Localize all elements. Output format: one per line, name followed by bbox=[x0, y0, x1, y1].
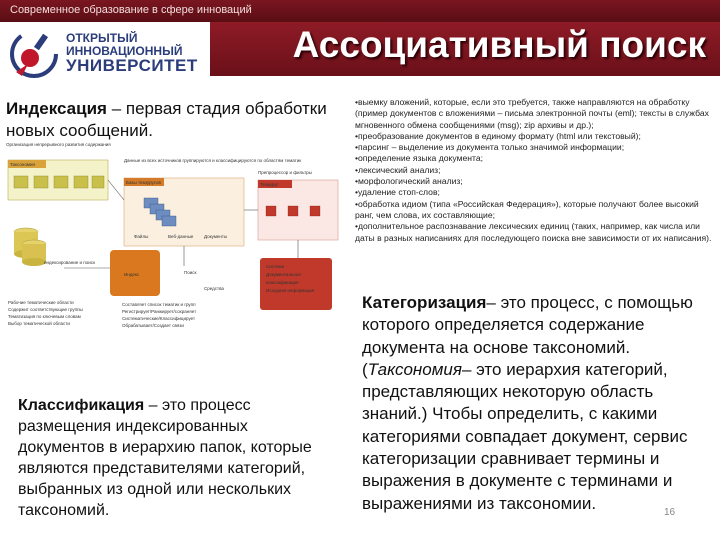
list-item: •морфологический анализ; bbox=[355, 176, 463, 187]
slide-title: Ассоциативный поиск bbox=[292, 24, 706, 65]
bottom-note: Составляет список тематик и групп bbox=[122, 302, 196, 307]
output-label-2: Документальная bbox=[266, 272, 301, 277]
output-label-3: классификация bbox=[266, 280, 299, 285]
categorization-description-1: – это процесс, с помощью которого определяется содержание документа на основе таксономий. ( bbox=[362, 293, 693, 379]
university-logo bbox=[8, 26, 208, 86]
tools-label: Средства bbox=[204, 286, 224, 291]
wordnet-label: Базы тезаурусов bbox=[126, 180, 161, 185]
left-notes bbox=[8, 300, 83, 326]
web-label: Веб-данные bbox=[168, 234, 194, 239]
search-label: Поиск bbox=[184, 270, 197, 275]
bottom-note: Систематические/Классифицирует bbox=[122, 316, 196, 321]
diagram-label-data: Данные из всех источников группируются и классифицируются по областям тематик bbox=[124, 158, 302, 163]
taxonomy-term: Таксономия bbox=[367, 359, 462, 379]
list-item: •парсинг – выделение из документа только значимой информации; bbox=[355, 142, 625, 153]
logo-line-1: ОТКРЫТЫЙ bbox=[66, 31, 138, 45]
left-note: Рабочие тематические области bbox=[8, 300, 74, 305]
docs-label: Документы bbox=[204, 234, 228, 239]
title-banner bbox=[210, 22, 720, 76]
indexing-text bbox=[6, 98, 346, 142]
categorization-description-2: – это иерархия категорий, представляющих некоторую область знаний.) Чтобы определить, с какими категориями совпадает документ, сервис категоризации сравнивает термины и выражения в документе с терминами и выражениями из таксономии. bbox=[362, 359, 688, 513]
logo-emblem-icon bbox=[8, 28, 60, 80]
classification-term: Классификация bbox=[18, 397, 145, 414]
taxonomy-label: Таксономия bbox=[10, 162, 35, 167]
bottom-note: Обрабатывает/Создает связи bbox=[122, 323, 184, 328]
indexing-description: – первая стадия обработки новых сообщений. bbox=[6, 99, 327, 140]
classification-description: – это процесс размещения индексированных документов в иерархию папок, которые являются представителями категорий, выбранных из одной или нескольких таксономий. bbox=[18, 397, 312, 519]
logo-line-2: ИННОВАЦИОННЫЙ bbox=[66, 43, 183, 58]
list-item: •обработка идиом (типа «Российская Федерация»), которые получают более высокий ранг, чем слова, их составляющие; bbox=[355, 198, 699, 220]
thesaurus-label: Тезаурус bbox=[260, 182, 279, 187]
index-search-label: индексирование и поиск bbox=[44, 260, 95, 265]
database-icon bbox=[14, 228, 46, 266]
files-label: Файлы bbox=[134, 234, 149, 239]
processing-steps-list bbox=[355, 97, 715, 244]
filters-icon bbox=[266, 206, 320, 216]
slogan: Современное образование в сфере инноваций bbox=[10, 4, 252, 16]
indexing-term: Индексация bbox=[6, 99, 107, 118]
left-note: Содержит соответствующие группы bbox=[8, 307, 83, 312]
bottom-notes bbox=[122, 302, 196, 328]
bottom-note: Регистрирует/Ранжирует/сохраняет bbox=[122, 309, 197, 314]
logo-line-3: УНИВЕРСИТЕТ bbox=[66, 56, 198, 76]
output-label-1: Система bbox=[266, 264, 285, 269]
indexing-diagram bbox=[4, 140, 344, 352]
list-item: •дополнительное распознавание лексических единиц (таких, например, как числа или даты в разных написаниях для последующего поиска вне зависимости от их написания). bbox=[355, 221, 712, 243]
categorization-term: Категоризация bbox=[362, 293, 487, 312]
logo-text bbox=[66, 32, 198, 75]
index-label: Индекс bbox=[124, 272, 140, 277]
diagram-label-org: Организация непрерывного развития содержания bbox=[6, 142, 111, 147]
left-note: Тематизация по ключевым словам bbox=[8, 314, 81, 319]
prep-label: Препроцессор и фильтры bbox=[258, 170, 312, 175]
list-item: •удаление стоп-слов; bbox=[355, 187, 440, 198]
page-number: 16 bbox=[664, 507, 676, 518]
categorization-text bbox=[362, 292, 702, 515]
list-item: •лексический анализ; bbox=[355, 164, 441, 175]
list-item: •преобразование документов в единому формату (html или текстовый); bbox=[355, 130, 641, 141]
classification-text bbox=[18, 395, 338, 521]
top-bar bbox=[0, 0, 720, 22]
list-item: •выемку вложений, которые, если это требуется, также направляются на обработку (пример документов с вложениями – письма электронной почты (eml); тексты в службах мгновенного обмена сообщениями (msg); zip архивы и др.); bbox=[355, 97, 709, 130]
output-label-4: Исходная информация bbox=[266, 288, 315, 293]
left-note: Выбор тематической области bbox=[8, 321, 70, 326]
list-item: •определение языка документа; bbox=[355, 153, 484, 164]
